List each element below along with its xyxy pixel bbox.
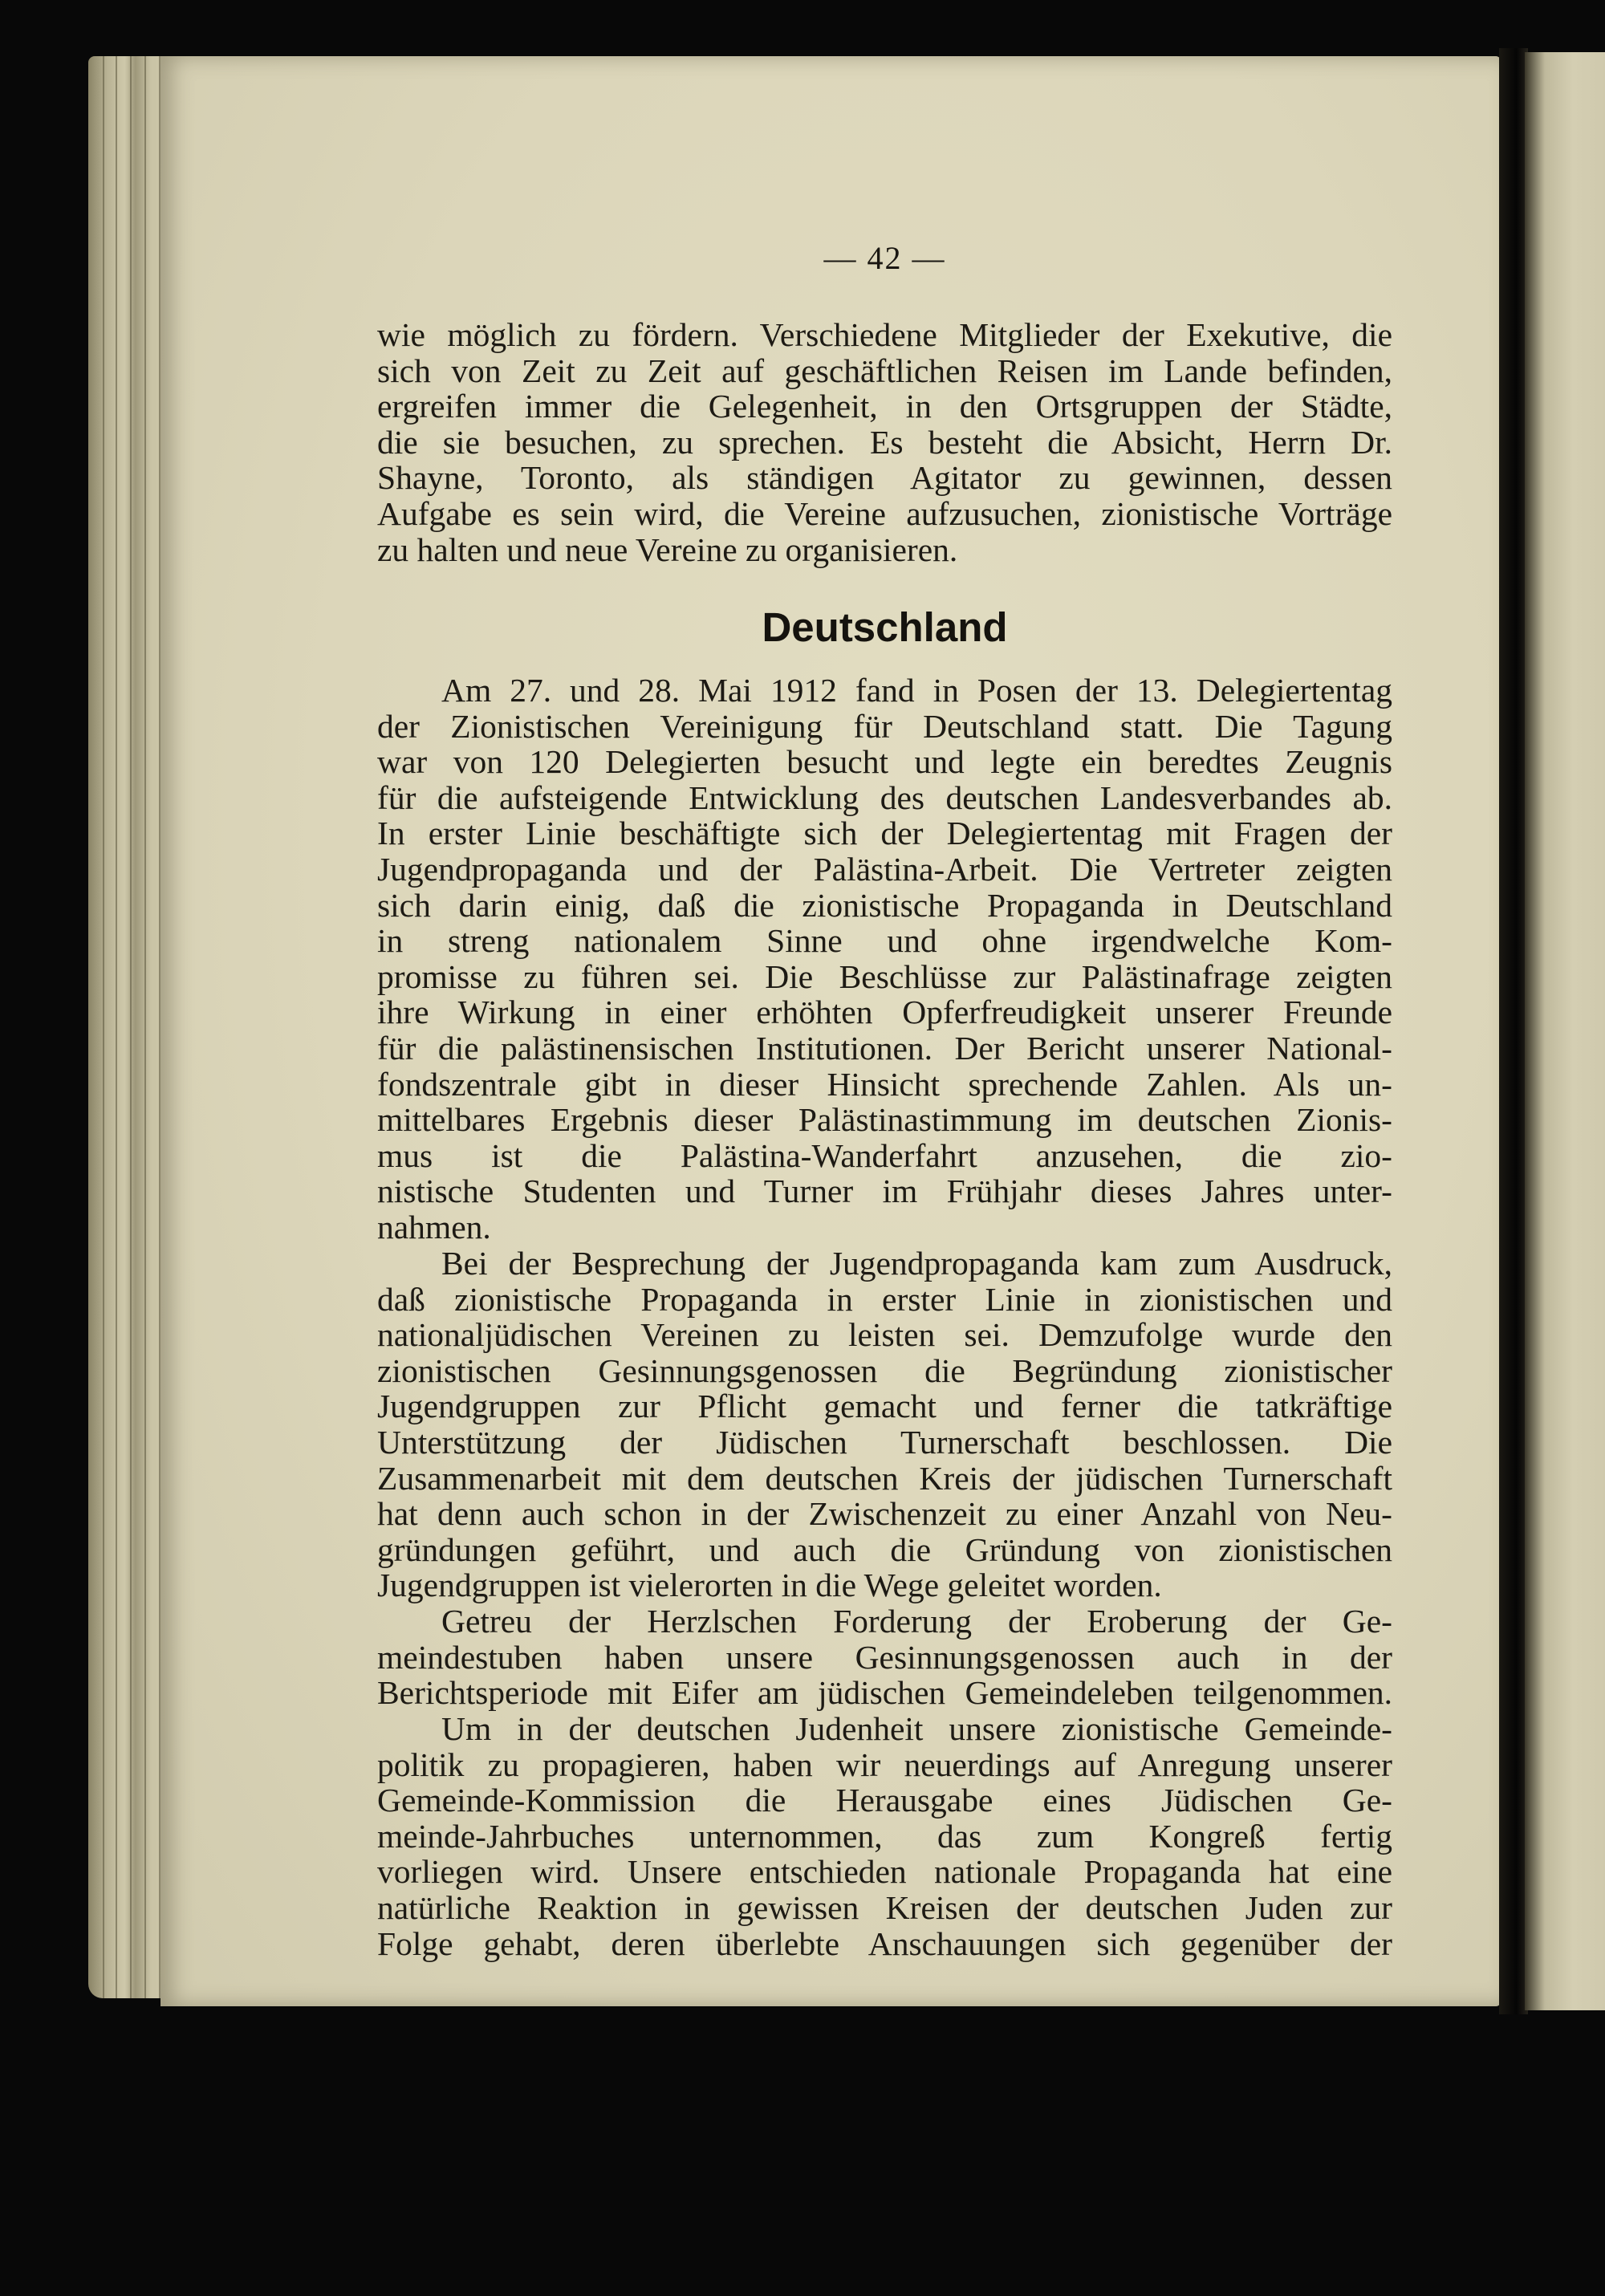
text-line: daß zionistische Propaganda in erster Linie in zionistischen und <box>377 1280 1392 1318</box>
text-line: In erster Linie beschäftigte sich der Delegiertentag mit Fragen der <box>377 815 1392 852</box>
book-gutter <box>1499 48 1528 2014</box>
text-line: zu halten und neue Vereine zu organisieren. <box>377 530 958 568</box>
text-line: natürliche Reaktion in gewissen Kreisen der deutschen Juden zur <box>377 1888 1392 1926</box>
text-line: Gemeinde-Kommission die Herausgabe eines Jüdischen Ge- <box>377 1782 1392 1819</box>
paragraph-gemeindestuben <box>377 1603 1392 1711</box>
paragraph-delegiertentag <box>377 673 1392 1246</box>
text-line: promisse zu führen sei. Die Beschlüsse zur Palästinafrage zeigten <box>377 957 1392 995</box>
text-line: mus ist die Palästina-Wanderfahrt anzusehen, die zio- <box>377 1136 1392 1174</box>
text-line: Jugendgruppen zur Pflicht gemacht und ferner die tatkräftige <box>377 1388 1392 1425</box>
text-line: Folge gehabt, deren überlebte Anschauungen sich gegenüber der <box>377 1924 1392 1962</box>
text-line: sich darin einig, daß die zionistische Propaganda in Deutschland <box>377 886 1392 924</box>
page-number: — 42 — <box>823 240 946 276</box>
text-line: Unterstützung der Jüdischen Turnerschaft beschlossen. Die <box>377 1423 1392 1461</box>
text-line: für die palästinensischen Institutionen. Der Bericht unserer National- <box>377 1029 1392 1067</box>
text-line: Bei der Besprechung der Jugendpropaganda kam zum Ausdruck, <box>441 1245 1392 1282</box>
text-line: Shayne, Toronto, als ständigen Agitator zu gewinnen, dessen <box>377 459 1392 497</box>
text-line: nahmen. <box>377 1208 491 1246</box>
text-line: Aufgabe es sein wird, die Vereine aufzusuchen, zionistische Vorträge <box>377 494 1392 532</box>
text-line: war von 120 Delegierten besucht und legte ein beredtes Zeugnis <box>377 743 1392 781</box>
text-line: wie möglich zu fördern. Verschiedene Mitglieder der Exekutive, die <box>377 316 1392 353</box>
section-heading: Deutschland <box>762 604 1008 650</box>
text-line: in streng nationalem Sinne und ohne irgendwelche Kom- <box>377 922 1392 960</box>
text-line: sich von Zeit zu Zeit auf geschäftlichen Reisen im Lande befinden, <box>377 352 1392 389</box>
text-line: Jugendpropaganda und der Palästina-Arbeit. Die Vertreter zeigten <box>377 850 1392 888</box>
text-line: für die aufsteigende Entwicklung des deutschen Landesverbandes ab. <box>377 778 1392 816</box>
text-line: fondszentrale gibt in dieser Hinsicht sprechende Zahlen. Als un- <box>377 1065 1392 1103</box>
text-line: politik zu propagieren, haben wir neuerdings auf Anregung unserer <box>377 1745 1392 1783</box>
text-line: vorliegen wird. Unsere entschieden nationale Propaganda hat eine <box>377 1853 1392 1891</box>
text-line: hat denn auch schon in der Zwischenzeit zu einer Anzahl von Neu- <box>377 1495 1392 1533</box>
text-line: Getreu der Herzlschen Forderung der Eroberung der Ge- <box>441 1603 1392 1640</box>
text-line: zionistischen Gesinnungsgenossen die Begründung zionistischer <box>377 1351 1392 1389</box>
text-line: ihre Wirkung in einer erhöhten Opferfreudigkeit unserer Freunde <box>377 994 1392 1031</box>
paragraph-gemeindepolitik <box>377 1711 1392 1961</box>
text-line: nistische Studenten und Turner im Frühjahr dieses Jahres unter- <box>377 1172 1392 1210</box>
intro-paragraph <box>377 317 1392 567</box>
text-line: meinde-Jahrbuches unternommen, das zum Kongreß fertig <box>377 1817 1392 1855</box>
text-line: der Zionistischen Vereinigung für Deutschland statt. Die Tagung <box>377 707 1392 745</box>
text-line: meindestuben haben unsere Gesinnungsgenossen auch in der <box>377 1638 1392 1676</box>
text-line: ergreifen immer die Gelegenheit, in den Ortsgruppen der Städte, <box>377 388 1392 425</box>
text-line: mittelbares Ergebnis dieser Palästinastimmung im deutschen Zionis- <box>377 1101 1392 1139</box>
text-line: die sie besuchen, zu sprechen. Es besteht die Absicht, Herrn Dr. <box>377 423 1392 461</box>
right-page-edge <box>1525 52 1605 2010</box>
text-line: Jugendgruppen ist vielerorten in die Wege geleitet worden. <box>377 1567 1162 1604</box>
text-line: Um in der deutschen Judenheit unsere zionistische Gemeinde- <box>441 1710 1392 1747</box>
text-line: gründungen geführt, und auch die Gründung von zionistischen <box>377 1530 1392 1568</box>
text-line: Zusammenarbeit mit dem deutschen Kreis der jüdischen Turnerschaft <box>377 1459 1392 1497</box>
text-line: Berichtsperiode mit Eifer am jüdischen Gemeindeleben teilgenommen. <box>377 1674 1392 1712</box>
text-line: nationaljüdischen Vereinen zu leisten sei. Demzufolge wurde den <box>377 1316 1392 1354</box>
text-line: Am 27. und 28. Mai 1912 fand in Posen der 13. Delegiertentag <box>441 672 1392 709</box>
paragraph-jugendpropaganda <box>377 1246 1392 1603</box>
